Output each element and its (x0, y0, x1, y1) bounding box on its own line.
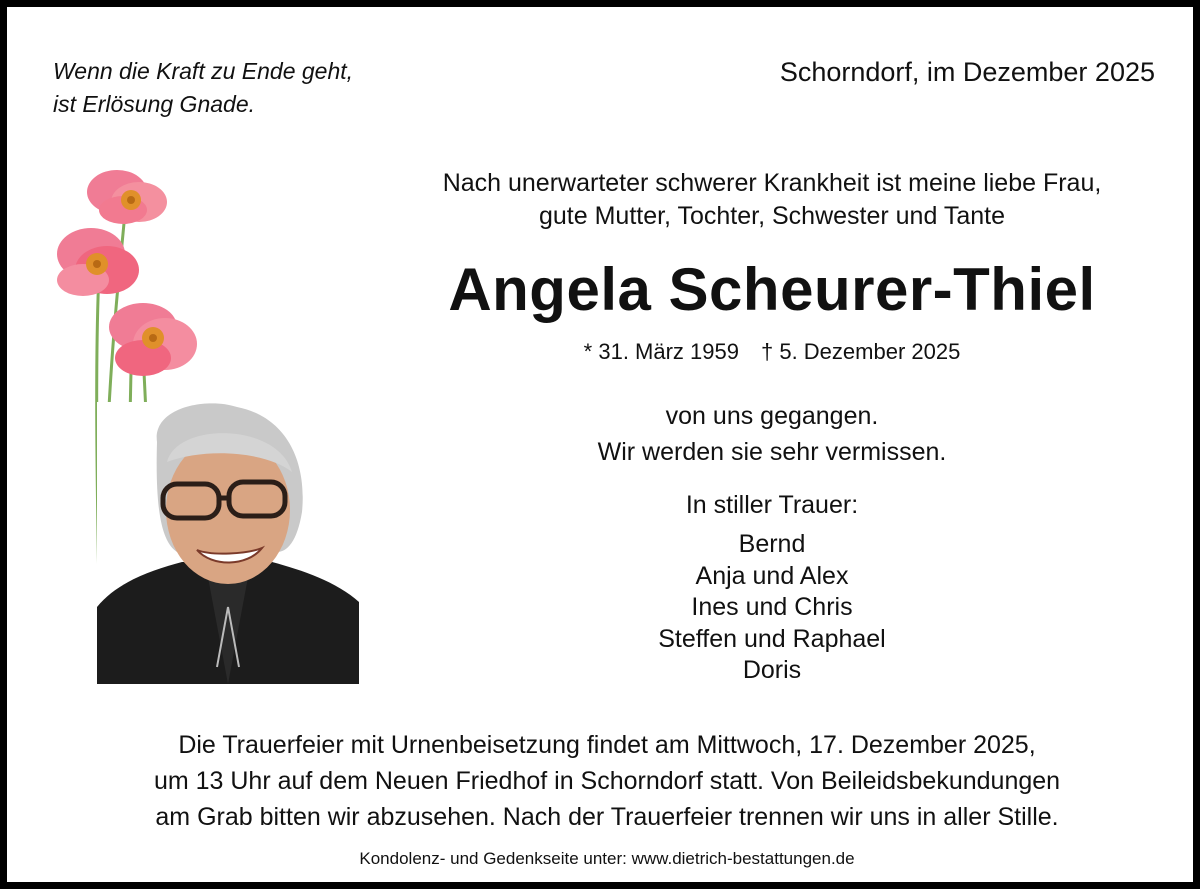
birth-date: * 31. März 1959 (583, 339, 739, 364)
mourners-list (337, 529, 1200, 687)
quote-line-1: Wenn die Kraft zu Ende geht, (53, 58, 354, 84)
passed-line-2: Wir werden sie sehr vermissen. (597, 438, 947, 466)
portrait-photo (97, 402, 359, 684)
place-date: Schorndorf, im Dezember 2025 (779, 57, 1155, 87)
ceremony-line-3: am Grab bitten wir abzusehen. Nach der Trauerfeier trennen wir uns in aller Stille. (155, 803, 1059, 831)
life-dates (337, 337, 1200, 367)
ceremony-info (27, 727, 1187, 835)
passed-away-text (337, 398, 1200, 470)
ceremony-line-2: um 13 Uhr auf dem Neuen Friedhof in Schorndorf statt. Von Beileidsbekundungen (153, 767, 1061, 795)
intro-text (337, 167, 1200, 233)
mourner: Bernd (738, 530, 806, 558)
mourner: Anja und Alex (695, 561, 849, 590)
quote (53, 55, 413, 121)
quote-line-2: ist Erlösung Gnade. (53, 91, 256, 117)
mourner: Doris (742, 656, 802, 684)
poppy-middle (57, 228, 139, 296)
passed-line-1: von uns gegangen. (665, 402, 879, 430)
intro-line-1: Nach unerwarteter schwerer Krankheit ist meine liebe Frau, (442, 169, 1102, 197)
deceased-name: Angela Scheurer-Thiel (448, 256, 1096, 323)
mourner: Ines und Chris (691, 593, 853, 621)
poppy-bottom (109, 303, 197, 376)
intro-line-2: gute Mutter, Tochter, Schwester und Tante (538, 202, 1006, 230)
mourner: Steffen und Raphael (658, 624, 886, 653)
mourners-label: In stiller Trauer: (685, 491, 859, 519)
condolence-link-text: Kondolenz- und Gedenkseite unter: www.dietrich-bestattungen.de (359, 849, 855, 868)
ceremony-line-1: Die Trauerfeier mit Urnenbeisetzung findet am Mittwoch, 17. Dezember 2025, (178, 731, 1036, 759)
poppy-top (87, 170, 167, 224)
death-date: † 5. Dezember 2025 (760, 339, 961, 364)
